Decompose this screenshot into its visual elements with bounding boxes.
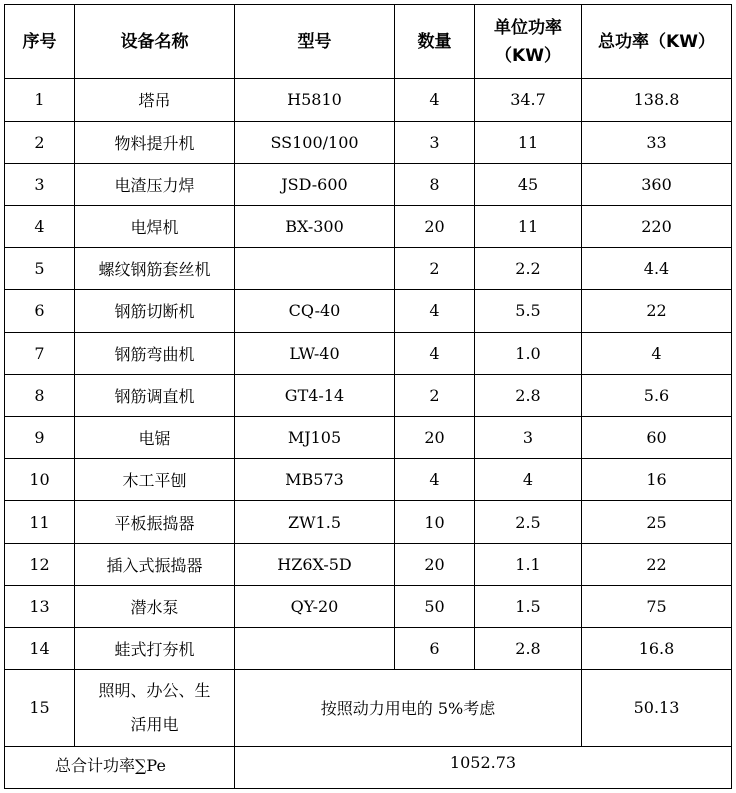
- cell-unit-power: 45: [475, 163, 582, 205]
- cell-name: 潜水泵: [75, 585, 235, 627]
- cell-model: QY-20: [235, 585, 395, 627]
- cell-name: 物料提升机: [75, 121, 235, 163]
- cell-name: 塔吊: [75, 79, 235, 121]
- cell-quantity: 4: [395, 332, 475, 374]
- cell-model: CQ-40: [235, 290, 395, 332]
- cell-index: 8: [5, 374, 75, 416]
- table-row: [5, 121, 732, 163]
- cell-index: 14: [5, 628, 75, 670]
- cell-unit-power: 2.2: [475, 248, 582, 290]
- cell-quantity: 4: [395, 459, 475, 501]
- cell-model: MB573: [235, 459, 395, 501]
- cell-name: 蛙式打夯机: [75, 628, 235, 670]
- cell-index: 9: [5, 417, 75, 459]
- cell-name: 插入式振捣器: [75, 543, 235, 585]
- cell-name: 平板振捣器: [75, 501, 235, 543]
- cell-index: 6: [5, 290, 75, 332]
- cell-unit-power: 5.5: [475, 290, 582, 332]
- cell-quantity: 2: [395, 248, 475, 290]
- cell-unit-power: 34.7: [475, 79, 582, 121]
- cell-name: 电焊机: [75, 205, 235, 247]
- cell-total-power: 138.8: [582, 79, 732, 121]
- table-row: [5, 290, 732, 332]
- cell-unit-power: 4: [475, 459, 582, 501]
- cell-quantity: 20: [395, 417, 475, 459]
- cell-index: 3: [5, 163, 75, 205]
- cell-index: 15: [5, 670, 75, 746]
- cell-total-power: 33: [582, 121, 732, 163]
- total-label: 总合计功率∑Pe: [5, 746, 235, 788]
- header-unit-power-line1: 单位功率: [494, 17, 562, 38]
- table-row: [5, 248, 732, 290]
- cell-total-power: 16.8: [582, 628, 732, 670]
- cell-name: 钢筋调直机: [75, 374, 235, 416]
- table-row: [5, 543, 732, 585]
- header-total-power: 总功率（KW）: [582, 5, 732, 79]
- header-name: 设备名称: [75, 5, 235, 79]
- cell-model: [235, 248, 395, 290]
- cell-index: 12: [5, 543, 75, 585]
- cell-quantity: 6: [395, 628, 475, 670]
- table-row: [5, 374, 732, 416]
- cell-name: 木工平刨: [75, 459, 235, 501]
- total-row: [5, 746, 732, 788]
- cell-model: JSD-600: [235, 163, 395, 205]
- header-model: 型号: [235, 5, 395, 79]
- cell-quantity: 50: [395, 585, 475, 627]
- table-row: [5, 79, 732, 121]
- table-row: [5, 417, 732, 459]
- cell-unit-power: 3: [475, 417, 582, 459]
- cell-unit-power: 1.1: [475, 543, 582, 585]
- cell-model: GT4-14: [235, 374, 395, 416]
- cell-quantity: 4: [395, 290, 475, 332]
- table-row: [5, 501, 732, 543]
- cell-model: HZ6X-5D: [235, 543, 395, 585]
- cell-name-line2: 活用电: [130, 714, 179, 734]
- cell-total-power: 25: [582, 501, 732, 543]
- table-row: [5, 163, 732, 205]
- cell-total-power: 360: [582, 163, 732, 205]
- table-row: [5, 332, 732, 374]
- cell-name: 螺纹钢筋套丝机: [75, 248, 235, 290]
- cell-total-power: 50.13: [582, 670, 732, 746]
- cell-unit-power: 1.5: [475, 585, 582, 627]
- cell-name: 电渣压力焊: [75, 163, 235, 205]
- cell-quantity: 20: [395, 543, 475, 585]
- equipment-power-table: [4, 4, 732, 789]
- cell-index: 13: [5, 585, 75, 627]
- cell-unit-power: 11: [475, 205, 582, 247]
- cell-quantity: 4: [395, 79, 475, 121]
- cell-index: 4: [5, 205, 75, 247]
- header-unit-power: [475, 5, 582, 79]
- cell-model: LW-40: [235, 332, 395, 374]
- cell-total-power: 5.6: [582, 374, 732, 416]
- cell-name-line1: 照明、办公、生: [98, 680, 211, 700]
- header-index: 序号: [5, 5, 75, 79]
- cell-model: H5810: [235, 79, 395, 121]
- total-value: 1052.73: [235, 746, 732, 788]
- cell-total-power: 220: [582, 205, 732, 247]
- cell-total-power: 75: [582, 585, 732, 627]
- cell-model: ZW1.5: [235, 501, 395, 543]
- cell-index: 2: [5, 121, 75, 163]
- cell-index: 11: [5, 501, 75, 543]
- cell-note: 按照动力用电的 5%考虑: [235, 670, 582, 746]
- cell-model: BX-300: [235, 205, 395, 247]
- cell-model: SS100/100: [235, 121, 395, 163]
- cell-unit-power: 2.8: [475, 374, 582, 416]
- cell-unit-power: 2.8: [475, 628, 582, 670]
- cell-unit-power: 2.5: [475, 501, 582, 543]
- cell-model: MJ105: [235, 417, 395, 459]
- cell-name: 钢筋弯曲机: [75, 332, 235, 374]
- cell-unit-power: 1.0: [475, 332, 582, 374]
- table-row: [5, 205, 732, 247]
- cell-name: 钢筋切断机: [75, 290, 235, 332]
- cell-quantity: 20: [395, 205, 475, 247]
- cell-name: [75, 670, 235, 746]
- cell-quantity: 10: [395, 501, 475, 543]
- cell-total-power: 22: [582, 543, 732, 585]
- header-unit-power-line2: （KW）: [495, 45, 561, 66]
- table-row: [5, 585, 732, 627]
- table-row: [5, 459, 732, 501]
- cell-total-power: 4: [582, 332, 732, 374]
- header-row: [5, 5, 732, 79]
- cell-index: 5: [5, 248, 75, 290]
- cell-unit-power: 11: [475, 121, 582, 163]
- cell-index: 1: [5, 79, 75, 121]
- cell-index: 10: [5, 459, 75, 501]
- cell-total-power: 16: [582, 459, 732, 501]
- table-row: [5, 628, 732, 670]
- cell-model: [235, 628, 395, 670]
- cell-quantity: 8: [395, 163, 475, 205]
- header-quantity: 数量: [395, 5, 475, 79]
- table-row-lighting: [5, 670, 732, 746]
- cell-quantity: 3: [395, 121, 475, 163]
- cell-total-power: 60: [582, 417, 732, 459]
- cell-index: 7: [5, 332, 75, 374]
- cell-total-power: 4.4: [582, 248, 732, 290]
- cell-quantity: 2: [395, 374, 475, 416]
- cell-name: 电锯: [75, 417, 235, 459]
- cell-total-power: 22: [582, 290, 732, 332]
